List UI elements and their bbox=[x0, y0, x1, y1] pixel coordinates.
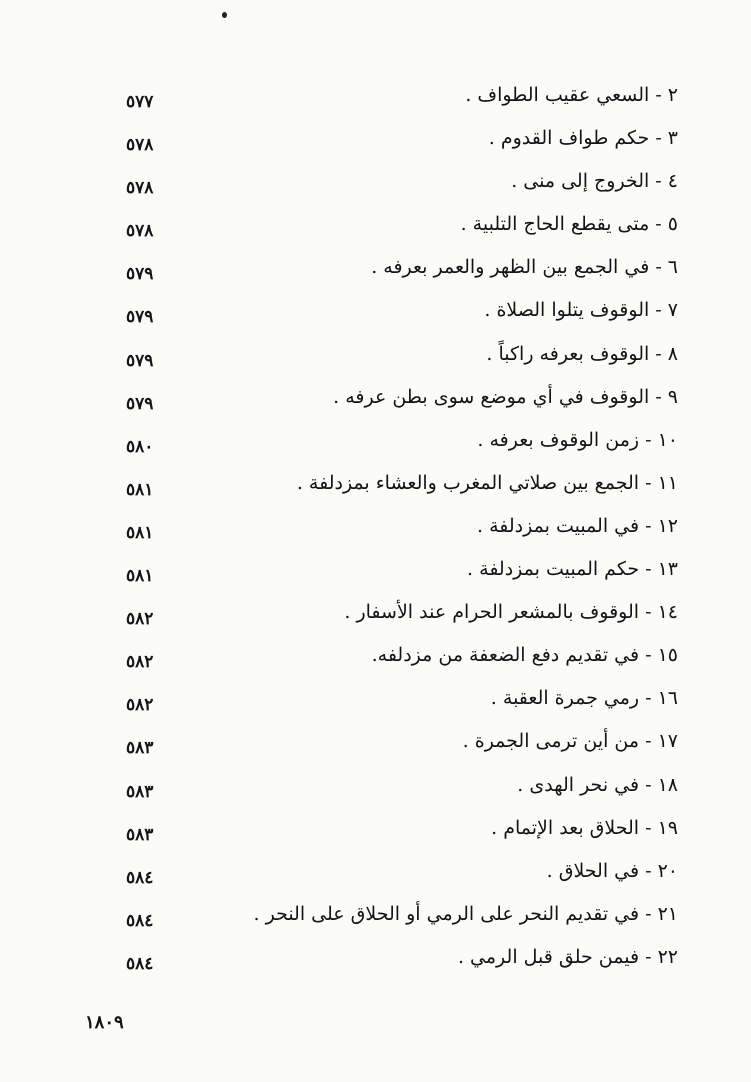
toc-entry bbox=[0, 685, 751, 728]
toc-entry-title: ١٣ - حكم المبيت بمزدلفة . bbox=[467, 558, 678, 581]
toc-entry-page-number: ٥٨٣ bbox=[126, 824, 154, 845]
toc-entry bbox=[0, 297, 751, 340]
toc-entry-page-number: ٥٧٨ bbox=[126, 178, 154, 199]
toc-entry-title: ٩ - الوقوف في أي موضع سوى بطن عرفه . bbox=[333, 385, 678, 408]
toc-entry bbox=[0, 858, 751, 901]
toc-entry-page-number: ٥٨٤ bbox=[126, 953, 154, 974]
toc-entry bbox=[0, 642, 751, 685]
toc-entry-title: ٢ - السعي عقيب الطواف . bbox=[465, 84, 678, 106]
toc-entry-page-number: ٥٧٧ bbox=[126, 92, 154, 112]
toc-entry bbox=[0, 556, 751, 599]
toc-entry bbox=[0, 901, 751, 944]
toc-entry bbox=[0, 513, 751, 556]
toc-entry-title: ٧ - الوقوف يتلوا الصلاة . bbox=[484, 299, 678, 322]
toc-entry bbox=[0, 125, 751, 168]
toc-entry bbox=[0, 211, 751, 254]
toc-entry-page-number: ٥٨١ bbox=[126, 566, 154, 587]
toc-entry-title: ١٦ - رمي جمرة العقبة . bbox=[490, 687, 678, 710]
toc-entry-title: ٣ - حكم طواف القدوم . bbox=[488, 127, 678, 150]
toc-entry-page-number: ٥٨٣ bbox=[126, 781, 154, 802]
toc-entry-title: ٢٠ - في الحلاق . bbox=[546, 859, 678, 882]
toc-entry-page-number: ٥٧٩ bbox=[126, 350, 154, 371]
toc-entry-page-number: ٥٨١ bbox=[126, 479, 154, 500]
toc-entry-title: ٦ - في الجمع بين الظهر والعمر بعرفه . bbox=[371, 256, 678, 279]
toc-entry-title: ٢١ - في تقديم النحر على الرمي أو الحلاق على النحر . bbox=[253, 902, 678, 925]
toc-entry-title: ١٧ - من أين ترمى الجمرة . bbox=[462, 730, 678, 753]
toc-entry-page-number: ٥٨٢ bbox=[126, 695, 154, 716]
toc-entry-title: ١٤ - الوقوف بالمشعر الحرام عند الأسفار . bbox=[344, 601, 678, 624]
toc-entry bbox=[0, 341, 751, 384]
toc-entry-page-number: ٥٨٣ bbox=[126, 738, 154, 759]
toc-entry bbox=[0, 82, 751, 125]
toc-entry-title: ٥ - متى يقطع الحاج التلبية . bbox=[460, 213, 678, 236]
toc-entry-page-number: ٥٧٩ bbox=[126, 307, 154, 328]
toc-entry bbox=[0, 254, 751, 297]
toc-entry bbox=[0, 168, 751, 211]
toc-entry-title: ٢٢ - فيمن حلق قبل الرمي . bbox=[457, 945, 678, 968]
toc-entry-page-number: ٥٨٤ bbox=[126, 910, 154, 931]
toc-entry-page-number: ٥٧٨ bbox=[126, 221, 154, 242]
toc-entry-title: ١٠ - زمن الوقوف بعرفه . bbox=[477, 428, 678, 451]
toc-entry-title: ١١ - الجمع بين صلاتي المغرب والعشاء بمزدلفة . bbox=[296, 471, 678, 494]
table-of-contents bbox=[0, 82, 751, 987]
toc-entry-page-number: ٥٧٩ bbox=[126, 393, 154, 414]
toc-entry-title: ١٨ - في نحر الهدى . bbox=[517, 773, 678, 796]
toc-entry bbox=[0, 772, 751, 815]
toc-entry-page-number: ٥٨٢ bbox=[126, 609, 154, 630]
toc-entry-page-number: ٥٨٢ bbox=[126, 652, 154, 673]
toc-entry-title: ١٩ - الحلاق بعد الإتمام . bbox=[491, 816, 678, 839]
toc-entry-title: ١٢ - في المبيت بمزدلفة . bbox=[477, 514, 678, 537]
page-folio: ١٨٠٩ bbox=[85, 1012, 124, 1033]
toc-entry bbox=[0, 815, 751, 858]
toc-entry-page-number: ٥٨٠ bbox=[126, 436, 154, 457]
toc-entry bbox=[0, 384, 751, 427]
toc-entry-title: ٨ - الوقوف بعرفه راكباً . bbox=[486, 342, 678, 365]
toc-entry bbox=[0, 944, 751, 987]
toc-entry-page-number: ٥٧٨ bbox=[126, 135, 154, 156]
toc-entry bbox=[0, 599, 751, 642]
toc-entry bbox=[0, 728, 751, 771]
ink-speck bbox=[222, 12, 227, 18]
toc-entry bbox=[0, 470, 751, 513]
toc-entry bbox=[0, 427, 751, 470]
toc-entry-page-number: ٥٨٤ bbox=[126, 867, 154, 888]
toc-entry-title: ١٥ - في تقديم دفع الضعفة من مزدلفه. bbox=[371, 644, 678, 667]
toc-entry-page-number: ٥٨١ bbox=[126, 522, 154, 543]
toc-entry-page-number: ٥٧٩ bbox=[126, 264, 154, 285]
toc-entry-title: ٤ - الخروج إلى منى . bbox=[511, 170, 678, 193]
